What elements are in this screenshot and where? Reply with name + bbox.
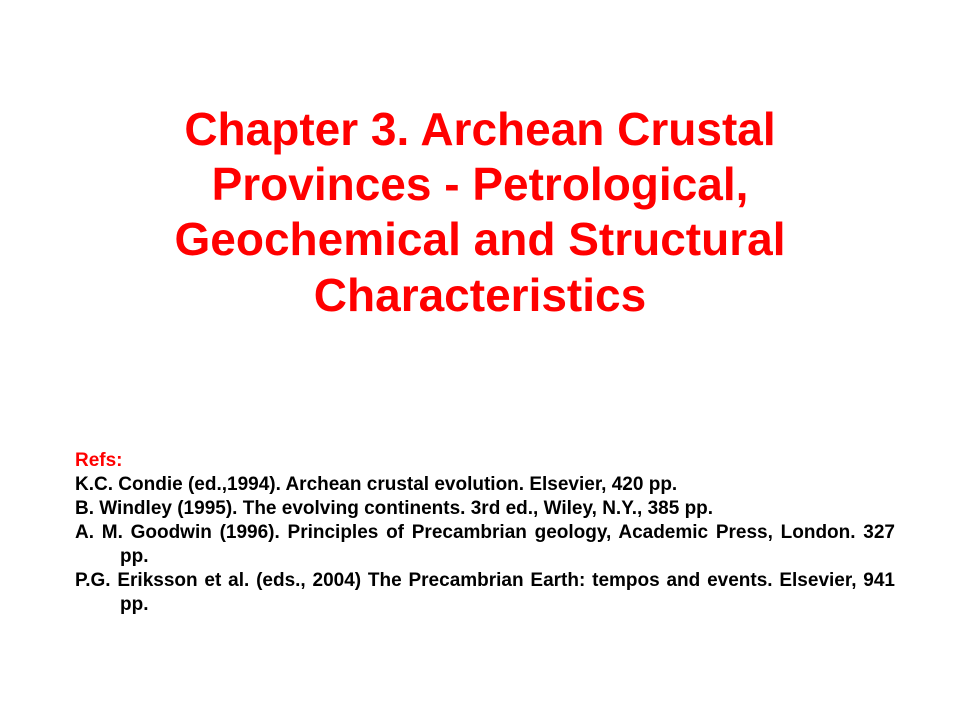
slide-title (60, 102, 900, 323)
reference-condie: K.C. Condie (ed.,1994). Archean crustal evolution. Elsevier, 420 pp. (75, 474, 678, 495)
title-line-2: Provinces - Petrological, (211, 158, 749, 211)
reference-windley: B. Windley (1995). The evolving continents. 3rd ed., Wiley, N.Y., 385 pp. (75, 498, 714, 519)
title-line-1: Chapter 3. Archean Crustal (184, 103, 776, 155)
reference-eriksson: P.G. Eriksson et al. (eds., 2004) The Precambrian Earth: tempos and events. Elsevier, 941 pp. (75, 570, 895, 615)
references-block (75, 449, 895, 617)
title-line-4: Characteristics (313, 268, 647, 321)
reference-goodwin: A. M. Goodwin (1996). Principles of Precambrian geology, Academic Press, London. 327 pp. (75, 522, 895, 567)
title-line-3: Geochemical and Structural (174, 213, 786, 266)
references-heading: Refs: (75, 450, 123, 471)
